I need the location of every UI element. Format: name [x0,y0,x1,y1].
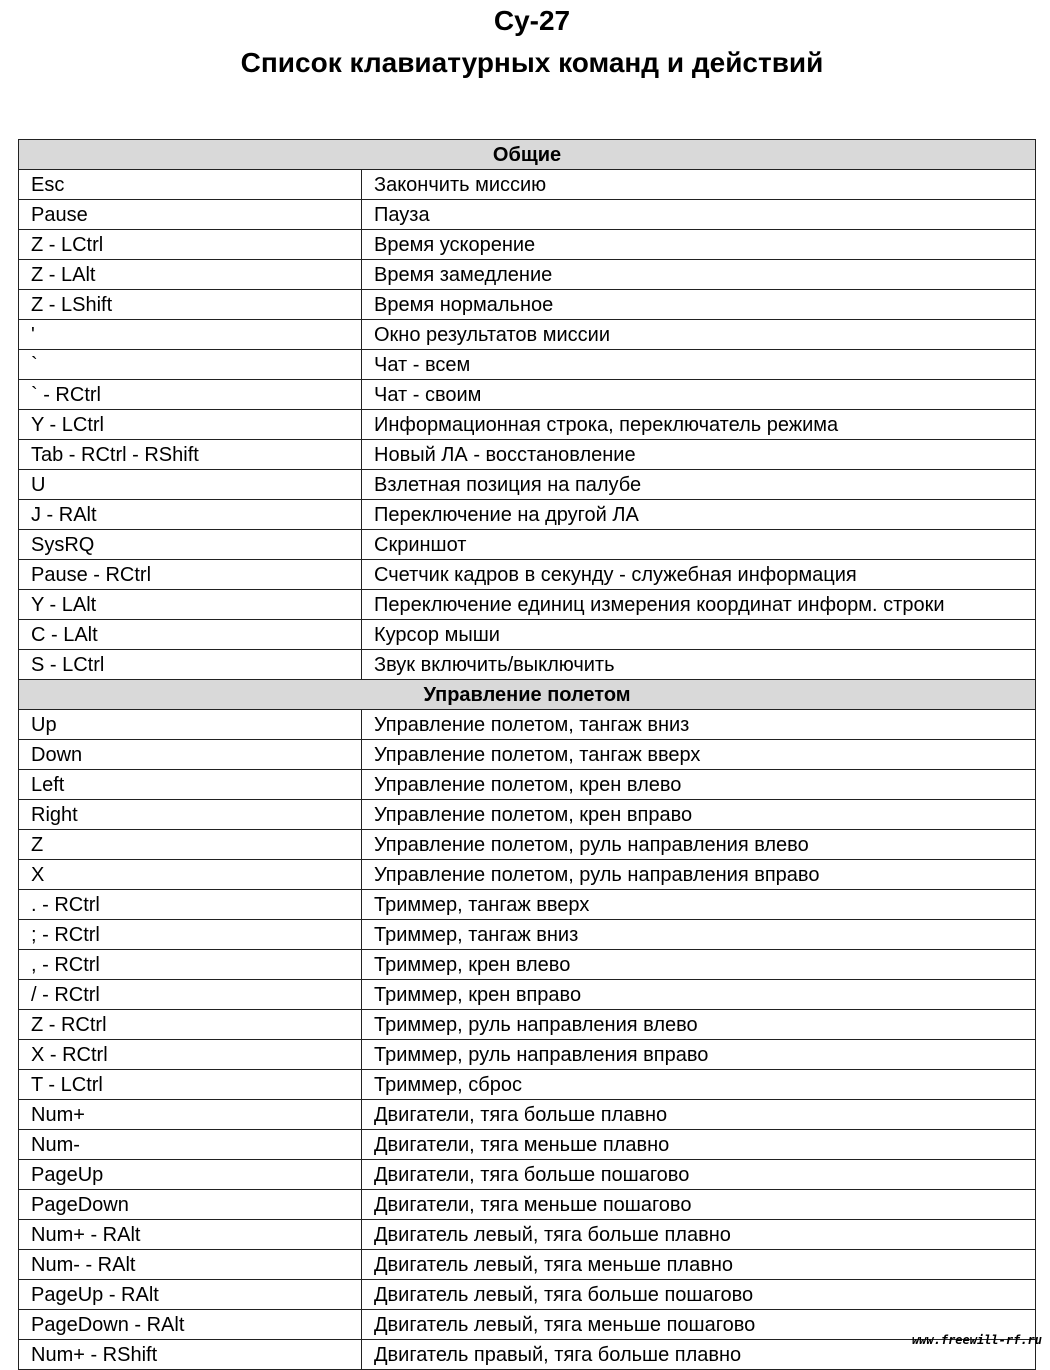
action-cell: Триммер, крен вправо [362,980,1036,1010]
table-row [19,1280,1036,1310]
table-row [19,800,1036,830]
action-cell: Курсор мыши [362,620,1036,650]
action-cell: Триммер, крен влево [362,950,1036,980]
key-combo-cell: / - RCtrl [19,980,362,1010]
table-row [19,1340,1036,1370]
key-combo-cell: X [19,860,362,890]
key-combo-cell: Num+ [19,1100,362,1130]
table-row [19,1100,1036,1130]
table-row [19,470,1036,500]
table-row [19,830,1036,860]
table-row [19,740,1036,770]
key-combo-cell: J - RAlt [19,500,362,530]
action-cell: Двигатель левый, тяга меньше пошагово [362,1310,1036,1340]
action-cell: Двигатели, тяга больше плавно [362,1100,1036,1130]
key-combo-cell: PageDown - RAlt [19,1310,362,1340]
action-cell: Управление полетом, руль направления влево [362,830,1036,860]
key-combo-cell: ' [19,320,362,350]
key-combo-cell: Tab - RCtrl - RShift [19,440,362,470]
key-combo-cell: Pause - RCtrl [19,560,362,590]
table-row [19,380,1036,410]
table-row [19,530,1036,560]
key-combo-cell: Z - RCtrl [19,1010,362,1040]
table-row [19,260,1036,290]
key-combo-cell: Right [19,800,362,830]
action-cell: Чат - своим [362,380,1036,410]
action-cell: Время замедление [362,260,1036,290]
watermark: www.freewill-rf.ru [911,1333,1042,1347]
action-cell: Триммер, тангаж вверх [362,890,1036,920]
table-row [19,650,1036,680]
action-cell: Пауза [362,200,1036,230]
table-row [19,320,1036,350]
table-row [19,350,1036,380]
action-cell: Двигатель правый, тяга больше плавно [362,1340,1036,1370]
document-subtitle: Список клавиатурных команд и действий [240,47,824,78]
key-combo-cell: Z - LShift [19,290,362,320]
action-cell: Двигатели, тяга меньше пошагово [362,1190,1036,1220]
action-cell: Двигатели, тяга меньше плавно [362,1130,1036,1160]
key-combo-cell: X - RCtrl [19,1040,362,1070]
table-row [19,500,1036,530]
table-row [19,860,1036,890]
key-combo-cell: ; - RCtrl [19,920,362,950]
key-combo-cell: Num+ - RShift [19,1340,362,1370]
action-cell: Окно результатов миссии [362,320,1036,350]
action-cell: Переключение на другой ЛА [362,500,1036,530]
table-row [19,590,1036,620]
key-combo-cell: ` - RCtrl [19,380,362,410]
key-combo-cell: S - LCtrl [19,650,362,680]
action-cell: Триммер, руль направления вправо [362,1040,1036,1070]
action-cell: Время ускорение [362,230,1036,260]
action-cell: Двигатель левый, тяга больше пошагово [362,1280,1036,1310]
section-header-row [19,140,1036,170]
key-combo-cell: . - RCtrl [19,890,362,920]
action-cell: Скриншот [362,530,1036,560]
table-row [19,1160,1036,1190]
action-cell: Двигатель левый, тяга меньше плавно [362,1250,1036,1280]
keyboard-commands-table [18,139,1036,1370]
table-row [19,560,1036,590]
table-row [19,1190,1036,1220]
table-row [19,290,1036,320]
table-row [19,1010,1036,1040]
table-row [19,170,1036,200]
key-combo-cell: Esc [19,170,362,200]
table-row [19,980,1036,1010]
table-row [19,770,1036,800]
keyboard-commands-body [19,140,1036,1370]
action-cell: Управление полетом, тангаж вниз [362,710,1036,740]
table-row [19,230,1036,260]
key-combo-cell: Num- [19,1130,362,1160]
key-combo-cell: Left [19,770,362,800]
action-cell: Время нормальное [362,290,1036,320]
action-cell: Счетчик кадров в секунду - служебная информация [362,560,1036,590]
key-combo-cell: T - LCtrl [19,1070,362,1100]
table-row [19,710,1036,740]
action-cell: Управление полетом, крен влево [362,770,1036,800]
key-combo-cell: PageUp [19,1160,362,1190]
action-cell: Триммер, тангаж вниз [362,920,1036,950]
key-combo-cell: Pause [19,200,362,230]
action-cell: Управление полетом, крен вправо [362,800,1036,830]
table-row [19,620,1036,650]
key-combo-cell: U [19,470,362,500]
key-combo-cell: , - RCtrl [19,950,362,980]
table-row [19,920,1036,950]
key-combo-cell: SysRQ [19,530,362,560]
key-combo-cell: ` [19,350,362,380]
key-combo-cell: Y - LCtrl [19,410,362,440]
action-cell: Чат - всем [362,350,1036,380]
table-row [19,1250,1036,1280]
action-cell: Двигатель левый, тяга больше плавно [362,1220,1036,1250]
table-row [19,1310,1036,1340]
table-row [19,1130,1036,1160]
table-row [19,950,1036,980]
key-combo-cell: Z - LAlt [19,260,362,290]
table-row [19,1070,1036,1100]
action-cell: Новый ЛА - восстановление [362,440,1036,470]
key-combo-cell: Z [19,830,362,860]
action-cell: Переключение единиц измерения координат информ. строки [362,590,1036,620]
action-cell: Управление полетом, руль направления вправо [362,860,1036,890]
action-cell: Триммер, сброс [362,1070,1036,1100]
section-header: Управление полетом [19,680,1036,710]
action-cell: Взлетная позиция на палубе [362,470,1036,500]
action-cell: Двигатели, тяга больше пошагово [362,1160,1036,1190]
key-combo-cell: PageDown [19,1190,362,1220]
table-row [19,1220,1036,1250]
key-combo-cell: Z - LCtrl [19,230,362,260]
key-combo-cell: Y - LAlt [19,590,362,620]
key-combo-cell: Num+ - RAlt [19,1220,362,1250]
action-cell: Закончить миссию [362,170,1036,200]
table-row [19,410,1036,440]
key-combo-cell: Up [19,710,362,740]
table-row [19,200,1036,230]
key-combo-cell: PageUp - RAlt [19,1280,362,1310]
key-combo-cell: Down [19,740,362,770]
section-header-row [19,680,1036,710]
table-row [19,1040,1036,1070]
action-cell: Информационная строка, переключатель режима [362,410,1036,440]
document-title: Су-27 [493,5,571,36]
action-cell: Триммер, руль направления влево [362,1010,1036,1040]
key-combo-cell: C - LAlt [19,620,362,650]
action-cell: Звук включить/выключить [362,650,1036,680]
action-cell: Управление полетом, тангаж вверх [362,740,1036,770]
table-row [19,890,1036,920]
key-combo-cell: Num- - RAlt [19,1250,362,1280]
section-header: Общие [19,140,1036,170]
table-row [19,440,1036,470]
